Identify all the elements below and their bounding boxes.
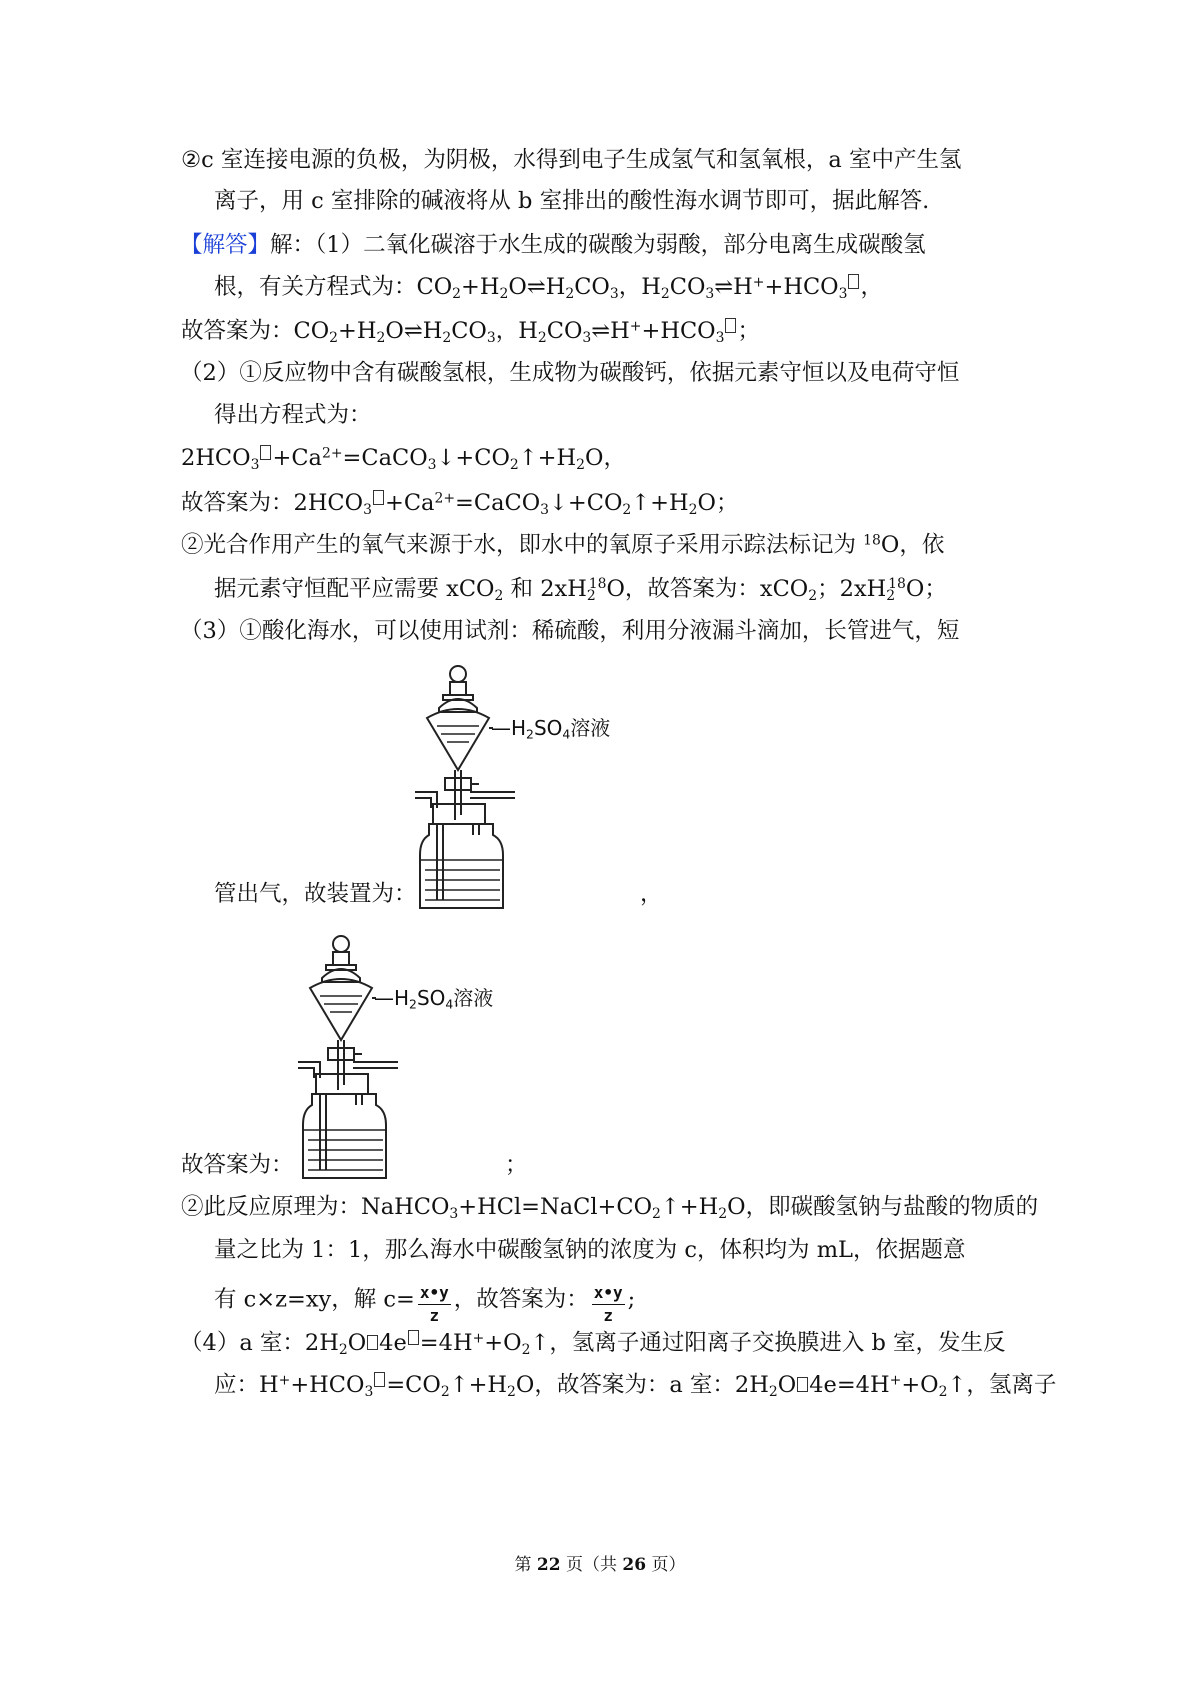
missing-glyph-box bbox=[367, 1335, 378, 1350]
text-line-6: （2）①反应物中含有碳酸氢根，生成物为碳酸钙，依据元素守恒以及电荷守恒 bbox=[180, 360, 960, 386]
text-line-11: 据元素守恒配平应需要 xCO$_2$ 和 $2xH_2^{18}O$，故答案为：xCO$_2$；$2xH_2^{18}O$； bbox=[214, 576, 947, 605]
reagent-label-h2so4: $—H_2SO_4$溶液 bbox=[374, 986, 494, 1012]
text-line-12: （3）①酸化海水，可以使用试剂：稀硫酸，利用分液漏斗滴加，长管进气，短 bbox=[180, 618, 960, 644]
reagent-label-h2so4: $—H_2SO_4$溶液 bbox=[491, 716, 611, 742]
text-line-15: ②此反应原理为：$NaHCO_3+HCl=NaCl+CO_2↑+H_2O$，即碳酸氢钠与盐酸的物质的 bbox=[181, 1194, 1039, 1223]
text-line-2: 离子，用 c 室排除的碱液将从 b 室排出的酸性海水调节即可，据此解答. bbox=[214, 188, 930, 214]
text-line-13: 管出气，故装置为： bbox=[214, 881, 417, 907]
text-line-3: 【解答】解：（1）二氧化碳溶于水生成的碳酸为弱酸，部分电离生成碳酸氢 bbox=[180, 232, 926, 258]
missing-glyph-box bbox=[797, 1377, 808, 1392]
text-line-4: 根，有关方程式为：$CO_2+H_2O\rightleftharpoons H_2CO_3$，$H_2CO_3\rightleftharpoons H^++HCO_3$ ， bbox=[214, 274, 883, 303]
text-line-19: 应：$H^++HCO_3$ $=CO_2↑+H_2O$，故答案为：a 室：$2H_2O$ $4e=4H^++O_2↑$，氢离子 bbox=[214, 1372, 1057, 1401]
text-line-16: 量之比为 1：1，那么海水中碳酸氢钠的浓度为 c，体积均为 mL，依据题意 bbox=[214, 1237, 966, 1263]
apparatus-diagram-2 bbox=[298, 930, 518, 1192]
missing-glyph-box bbox=[374, 1372, 385, 1387]
missing-glyph-box bbox=[725, 318, 736, 333]
missing-glyph-box bbox=[373, 490, 384, 505]
text-line-14: 故答案为： bbox=[181, 1152, 294, 1178]
text-line-8: $2HCO_3$ $+Ca^{2+}=CaCO_3↓+CO_2↑+H_2O$， bbox=[181, 445, 626, 474]
text-line-10: ②光合作用产生的氧气来源于水，即水中的氧原子采用示踪法标记为 $^{18}$O，依 bbox=[181, 532, 945, 558]
text-line-9: 故答案为：$2HCO_3$ $+Ca^{2+}=CaCO_3↓+CO_2↑+H_2O$； bbox=[181, 490, 739, 519]
apparatus-diagram-1 bbox=[415, 660, 635, 922]
missing-glyph-box bbox=[408, 1330, 419, 1345]
text-line-18: （4）a 室：$2H_2O$ $4e =4H^++O_2↑$，氢离子通过阳离子交换膜进入 b 室，发生反 bbox=[180, 1330, 1006, 1359]
text-line-5: 故答案为：$CO_2+H_2O\rightleftharpoons H_2CO_3$，$H_2CO_3\rightleftharpoons H^++HCO_3$ ； bbox=[181, 318, 760, 347]
answer-tag: 【解答】 bbox=[180, 232, 271, 258]
fraction-c: $\frac{x•y}{z}$ bbox=[419, 1283, 449, 1325]
fraction-answer: $\frac{x•y}{z}$ bbox=[593, 1283, 623, 1325]
text-line-17: 有 c×z=xy，解 c= $\frac{x•y}{z}$ ，故答案为： $\frac{x•y}{z}$ ; bbox=[214, 1283, 636, 1325]
page-footer: 第 22 页（共 26 页） bbox=[514, 1555, 686, 1575]
separatory-funnel-gas-bottle-drawing bbox=[415, 660, 635, 922]
missing-glyph-box bbox=[260, 445, 271, 460]
separatory-funnel-gas-bottle-drawing bbox=[298, 930, 518, 1192]
text-line-1: ②c 室连接电源的负极，为阴极，水得到电子生成氢气和氢氧根，a 室中产生氢 bbox=[181, 147, 962, 173]
missing-glyph-box bbox=[848, 274, 859, 289]
text-line-13-comma: ， bbox=[640, 881, 663, 907]
text-line-14-semicolon: ； bbox=[505, 1152, 528, 1178]
text-line-7: 得出方程式为： bbox=[214, 402, 372, 428]
